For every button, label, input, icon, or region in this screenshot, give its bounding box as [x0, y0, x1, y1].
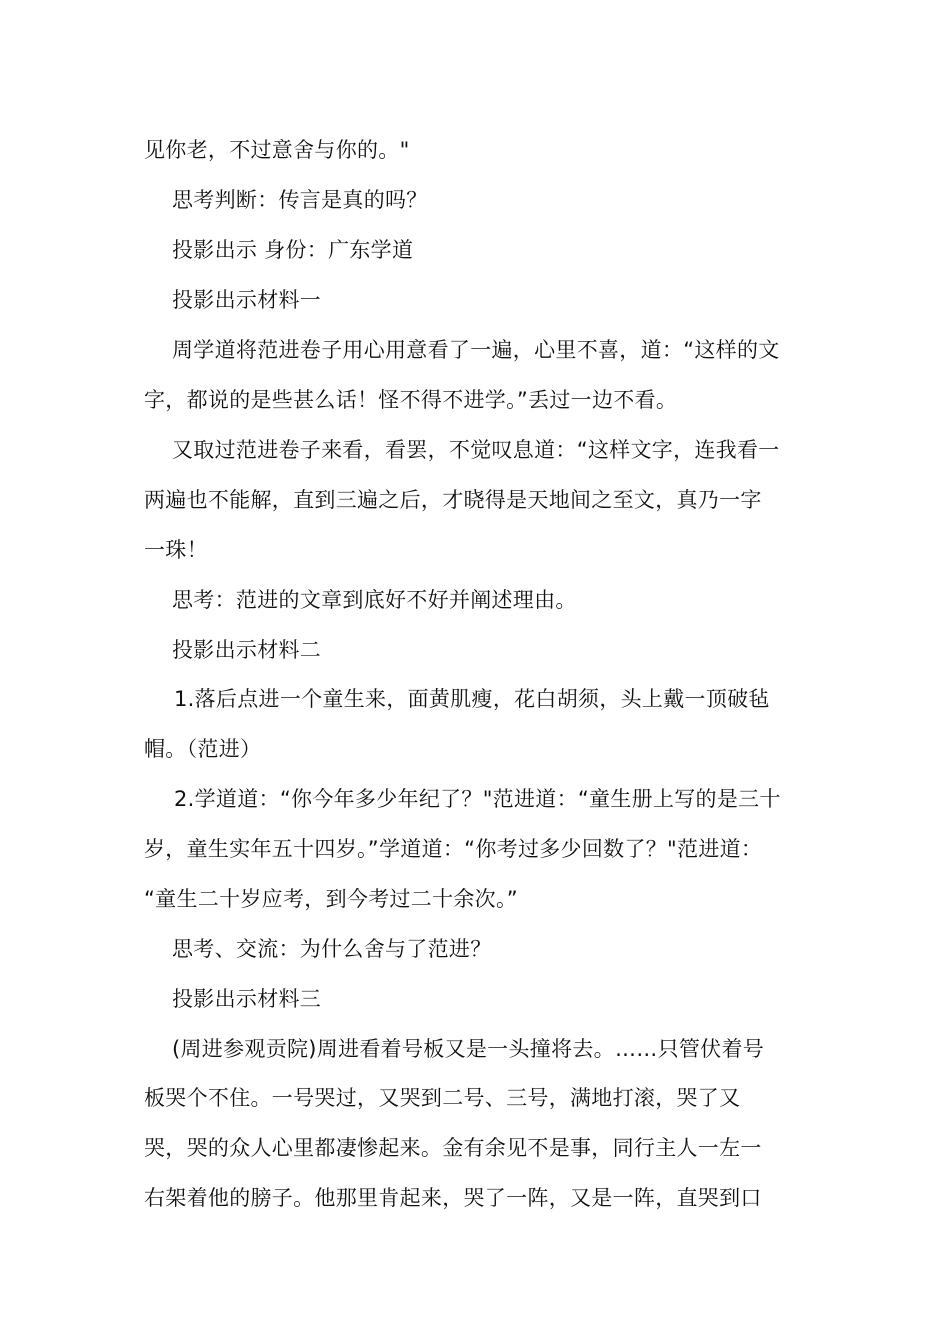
text-line: 思考判断：传言是真的吗？: [172, 188, 428, 212]
text-line: 投影出示材料三: [172, 987, 322, 1011]
text-line: 投影出示 身份：广东学道: [172, 238, 414, 262]
text-line: 哭，哭的众人心里都凄惨起来。金有余见不是事，同行主人一左一: [144, 1136, 762, 1160]
text-line: “童生二十岁应考，到今考过二十余次。”: [144, 887, 518, 911]
text-line: 见你老，不过意舍与你的。": [144, 138, 410, 162]
text-line: 字，都说的是些甚么话！怪不得不进学。”丢过一边不看。: [144, 388, 678, 412]
text-line: 1.落后点进一个童生来，面黄肌瘦，花白胡须，头上戴一顶破毡: [174, 687, 770, 711]
text-line: 板哭个不住。一号哭过，又哭到二号、三号，满地打滚，哭了又: [144, 1086, 741, 1110]
text-line: 投影出示材料二: [172, 638, 322, 662]
text-line: 右架着他的膀子。他那里肯起来，哭了一阵，又是一阵，直哭到口: [144, 1186, 762, 1210]
text-line: 周学道将范进卷子用心用意看了一遍，心里不喜，道：“这样的文: [172, 338, 780, 362]
text-line: 投影出示材料一: [172, 288, 322, 312]
text-line: 岁，童生实年五十四岁。”学道道：“你考过多少回数了？"范进道：: [144, 837, 763, 861]
text-line: (周进参观贡院)周进看着号板又是一头撞将去。……只管伏着号: [172, 1037, 765, 1061]
text-line: 两遍也不能解，直到三遍之后，才晓得是天地间之至文，真乃一字: [144, 488, 762, 512]
text-line: 2.学道道：“你今年多少年纪了？"范进道：“童生册上写的是三十: [174, 787, 781, 811]
text-line: 帽。（范进）: [144, 737, 262, 761]
text-line: 一珠！: [144, 538, 208, 562]
text-line: 思考：范进的文章到底好不好并阐述理由。: [172, 588, 577, 612]
text-line: 又取过范进卷子来看，看罢，不觉叹息道：“这样文字，连我看一: [172, 438, 780, 462]
text-line: 思考、交流：为什么舍与了范进？: [172, 937, 492, 961]
